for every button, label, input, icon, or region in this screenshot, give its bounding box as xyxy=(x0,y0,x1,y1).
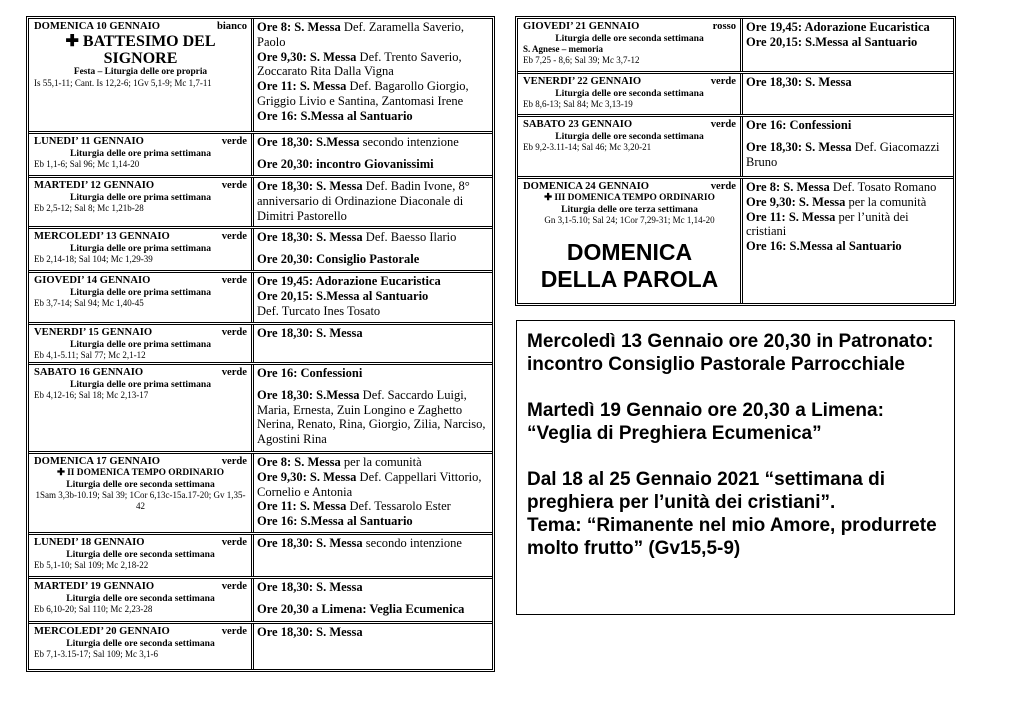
mass-line xyxy=(746,20,951,35)
mass-line xyxy=(257,304,490,319)
left-schedule-table xyxy=(26,16,495,672)
liturgical-color: bianco xyxy=(216,21,247,32)
notice-council: Mercoledì 13 Gennaio ore 20,30 in Patronato: incontro Consiglio Pastorale Parrocchiale xyxy=(527,331,934,375)
notice-box xyxy=(516,320,955,615)
mass-line xyxy=(746,75,951,90)
mass-time: Ore 16: Confessioni xyxy=(257,366,363,380)
mass-title: S. Messa xyxy=(294,455,341,469)
day-row-7 xyxy=(29,454,492,535)
day-row-14 xyxy=(518,179,953,303)
liturgy-note: Liturgia delle ore seconda settimana xyxy=(66,479,215,490)
day-label: DOMENICA 10 GENNAIO xyxy=(34,21,160,32)
day-label: LUNEDI’ 11 GENNAIO xyxy=(34,136,144,147)
mass-intention: per la comunità xyxy=(845,194,927,209)
mass-line xyxy=(257,50,490,80)
mass-time: Ore 18,30: xyxy=(257,230,314,244)
mass-line xyxy=(746,239,951,254)
notice-unity-week xyxy=(527,468,948,560)
masses xyxy=(743,74,953,114)
mass-intention: secondo intenzione xyxy=(359,135,459,149)
readings: Eb 8,6-13; Sal 84; Mc 3,13-19 xyxy=(523,99,633,109)
liturgical-color: rosso xyxy=(712,21,736,32)
liturgical-color: verde xyxy=(221,626,247,637)
day-label: DOMENICA 17 GENNAIO xyxy=(34,456,160,467)
day-label: SABATO 23 GENNAIO xyxy=(523,119,633,130)
liturgy-note: Liturgia delle ore terza settimana xyxy=(561,204,698,215)
mass-intention: secondo intenzione xyxy=(362,536,462,550)
mass-line xyxy=(257,536,490,551)
mass-line xyxy=(257,470,490,500)
mass-line xyxy=(257,230,490,245)
mass-title: S. Messa xyxy=(316,179,363,193)
mass-title: S. Messa xyxy=(309,49,357,64)
masses xyxy=(254,624,492,669)
liturgical-color: verde xyxy=(710,76,736,87)
mass-title: S.Messa al Santuario xyxy=(300,108,413,123)
mass-line xyxy=(257,289,490,304)
mass-time: Ore 18,30: xyxy=(257,179,314,193)
masses xyxy=(254,19,492,131)
right-schedule-table xyxy=(515,16,956,306)
masses xyxy=(743,117,953,176)
day-row-10 xyxy=(29,624,492,669)
mass-line xyxy=(257,326,490,341)
mass-time: Ore 18,30: S. Messa xyxy=(257,326,363,340)
mass-title: S. Messa xyxy=(316,536,363,550)
memorial-note: S. Agnese – memoria xyxy=(523,44,603,54)
readings: Eb 6,10-20; Sal 110; Mc 2,23-28 xyxy=(34,604,153,614)
mass-line xyxy=(257,20,490,50)
mass-line xyxy=(257,109,490,124)
readings: Eb 2,14-18; Sal 104; Mc 1,29-39 xyxy=(34,254,153,264)
day-label: MARTEDI’ 19 GENNAIO xyxy=(34,581,155,592)
mass-line xyxy=(257,455,490,470)
mass-line xyxy=(257,135,490,150)
mass-time: Ore 20,15: S.Messa al Santuario xyxy=(257,288,429,303)
mass-title: S. Messa xyxy=(309,469,357,484)
mass-time: Ore 8: xyxy=(257,455,292,469)
liturgical-color: verde xyxy=(221,180,247,191)
day-row-12 xyxy=(518,74,953,117)
mass-line xyxy=(257,625,490,640)
day-label: MARTEDI’ 12 GENNAIO xyxy=(34,180,155,191)
readings: Eb 2,5-12; Sal 8; Mc 1,21b-28 xyxy=(34,203,144,213)
mass-time: Ore 20,30: Consiglio Pastorale xyxy=(257,251,420,266)
liturgy-note: Liturgia delle ore prima settimana xyxy=(69,287,212,298)
mass-title: S. Messa xyxy=(294,20,341,34)
liturgical-color: verde xyxy=(221,581,247,592)
mass-time: Ore 16: Confessioni xyxy=(746,118,852,132)
masses xyxy=(254,134,492,175)
mass-line xyxy=(257,388,490,447)
readings: Eb 4,1-5.11; Sal 77; Mc 2,1-12 xyxy=(34,350,146,360)
readings: Is 55,1-11; Cant. Is 12,2-6; 1Gv 5,1-9; Mc 1,7-11 xyxy=(34,78,212,88)
liturgical-color: verde xyxy=(221,327,247,338)
mass-title: S.Messa xyxy=(316,135,360,149)
mass-time: Ore 16: xyxy=(257,108,298,123)
mass-time: Ore 18,30: xyxy=(257,135,314,149)
liturgical-color: verde xyxy=(221,275,247,286)
mass-line xyxy=(257,602,490,617)
day-row-5 xyxy=(29,325,492,365)
feast-title-2: SIGNORE xyxy=(103,50,178,67)
masses xyxy=(254,579,492,621)
day-row-9 xyxy=(29,579,492,624)
mass-intention: Def. Saccardo Luigi, Maria, Ernesta, Zuin Longino e Zaghetto Nerina, Renato, Rina, Giorgio, Zilia, Narciso, Agostini Rina xyxy=(257,387,486,447)
mass-title: S.Messa al Santuario xyxy=(789,239,902,254)
mass-intention: Def. Zaramella Saverio, Paolo xyxy=(257,20,465,49)
mass-line xyxy=(746,195,951,210)
day-label: VENERDI’ 22 GENNAIO xyxy=(523,76,642,87)
mass-time: Ore 11: xyxy=(257,499,297,514)
masses xyxy=(254,365,492,451)
readings: Eb 1,1-6; Sal 96; Mc 1,14-20 xyxy=(34,159,140,169)
notice-vigil xyxy=(527,399,948,445)
day-label: MERCOLEDI’ 20 GENNAIO xyxy=(34,626,170,637)
parola-line-1: DOMENICA xyxy=(566,239,693,265)
mass-time: Ore 19,45: Adorazione Eucaristica xyxy=(257,274,441,288)
notice-vigil-line1: Martedì 19 Gennaio ore 20,30 a Limena: xyxy=(527,400,884,421)
day-label: GIOVEDI’ 14 GENNAIO xyxy=(34,275,151,286)
mass-time: Ore 8: xyxy=(257,20,292,34)
mass-time: Ore 16: xyxy=(257,514,298,529)
mass-title: S.Messa al Santuario xyxy=(300,514,413,529)
masses xyxy=(254,273,492,322)
mass-time: Ore 18,30: xyxy=(257,387,314,402)
readings: Eb 7,1-3.15-17; Sal 109; Mc 3,1-6 xyxy=(34,649,158,659)
liturgy-note: Liturgia delle ore prima settimana xyxy=(69,192,212,203)
mass-time: Ore 18,30: xyxy=(746,139,803,154)
day-label: DOMENICA 24 GENNAIO xyxy=(523,181,649,192)
mass-intention: Def. Badin Ivone, 8° anniversario di Ordinazione Diaconale di Dimitri Pastorello xyxy=(257,179,470,223)
mass-intention: Def. Baesso Ilario xyxy=(362,230,457,244)
mass-title: S. Messa xyxy=(798,194,846,209)
day-row-2 xyxy=(29,178,492,229)
mass-line xyxy=(746,210,951,240)
readings: Gn 3,1-5.10; Sal 24; 1Cor 7,29-31; Mc 1,14-20 xyxy=(544,215,715,225)
mass-line xyxy=(257,79,490,109)
notice-vigil-line2: “Veglia di Preghiera Ecumenica” xyxy=(527,423,822,444)
feast-note: ✚ II DOMENICA TEMPO ORDINARIO xyxy=(56,468,225,478)
mass-line xyxy=(257,366,490,381)
liturgical-color: verde xyxy=(221,231,247,242)
mass-line xyxy=(746,140,951,170)
day-label: GIOVEDI’ 21 GENNAIO xyxy=(523,21,640,32)
mass-line xyxy=(746,35,951,50)
day-row-8 xyxy=(29,535,492,579)
liturgy-note: Liturgia delle ore seconda settimana xyxy=(66,549,215,560)
masses xyxy=(254,325,492,362)
feast-note: Festa – Liturgia delle ore propria xyxy=(73,67,208,77)
masses xyxy=(254,178,492,226)
mass-intention: Def. Tessarolo Ester xyxy=(346,499,451,514)
mass-title: S. Messa xyxy=(316,230,363,244)
liturgical-color: verde xyxy=(221,537,247,548)
mass-intention: per l’unità dei cristiani xyxy=(746,209,909,239)
mass-title: S. Messa xyxy=(788,209,836,224)
feast-note: ✚ III DOMENICA TEMPO ORDINARIO xyxy=(544,193,715,203)
liturgy-note: Liturgia delle ore seconda settimana xyxy=(66,593,215,604)
liturgical-color: verde xyxy=(221,136,247,147)
liturgy-note: Liturgia delle ore prima settimana xyxy=(69,339,212,350)
mass-time: Ore 9,30: xyxy=(257,49,307,64)
mass-time: Ore 11: xyxy=(746,209,786,224)
day-row-0 xyxy=(29,19,492,134)
mass-time: Ore 18,30: xyxy=(257,536,314,550)
day-row-3 xyxy=(29,229,492,273)
mass-time: Ore 16: xyxy=(746,239,787,254)
mass-time: Ore 20,30: incontro Giovanissimi xyxy=(257,156,434,171)
liturgical-color: verde xyxy=(221,456,247,467)
liturgical-color: verde xyxy=(221,367,247,378)
parola-title xyxy=(523,239,736,293)
mass-line xyxy=(257,179,490,223)
mass-time: Ore 9,30: xyxy=(746,194,796,209)
day-row-6 xyxy=(29,365,492,454)
mass-time: Ore 11: xyxy=(257,79,297,94)
parola-line-2: DELLA PAROLA xyxy=(540,266,719,292)
feast-title: ✚ BATTESIMO DEL xyxy=(65,33,216,50)
liturgy-note: Liturgia delle ore seconda settimana xyxy=(555,88,704,99)
liturgy-note: Liturgia delle ore seconda settimana xyxy=(555,33,704,44)
masses xyxy=(254,229,492,270)
masses xyxy=(254,535,492,576)
liturgy-note: Liturgia delle ore seconda settimana xyxy=(555,131,704,142)
mass-line xyxy=(257,157,490,172)
day-row-4 xyxy=(29,273,492,325)
mass-line xyxy=(257,252,490,267)
mass-intention: per la comunità xyxy=(340,455,422,469)
mass-title: S. Messa xyxy=(783,180,830,194)
mass-intention: Def. Trento Saverio, Zoccarato Rita Dalla Vigna xyxy=(257,49,462,79)
mass-time: Ore 19,45: Adorazione Eucaristica xyxy=(746,20,930,34)
mass-line xyxy=(746,118,951,133)
masses xyxy=(743,179,953,303)
mass-time: Ore 18,30: S. Messa xyxy=(257,625,363,639)
readings: Eb 5,1-10; Sal 109; Mc 2,18-22 xyxy=(34,560,149,570)
liturgy-note: Liturgia delle ore prima settimana xyxy=(69,243,212,254)
readings: 1Sam 3,3b-10.19; Sal 39; 1Cor 6,13c-15a.17-20; Gv 1,35-42 xyxy=(35,490,246,511)
readings: Eb 3,7-14; Sal 94; Mc 1,40-45 xyxy=(34,298,144,308)
mass-time: Ore 20,15: S.Messa al Santuario xyxy=(746,34,918,49)
mass-time: Ore 20,30 a Limena: Veglia Ecumenica xyxy=(257,601,465,616)
mass-line xyxy=(257,514,490,529)
mass-time: Ore 18,30: S. Messa xyxy=(746,75,852,89)
liturgical-color: verde xyxy=(710,119,736,130)
mass-intention: Def. Cappellari Vittorio, Cornelio e Antonia xyxy=(257,469,482,499)
day-row-1 xyxy=(29,134,492,178)
day-row-13 xyxy=(518,117,953,179)
day-label: SABATO 16 GENNAIO xyxy=(34,367,144,378)
mass-intention: Def. Tosato Romano xyxy=(829,180,937,194)
masses xyxy=(254,454,492,532)
mass-intention: Def. Bagarollo Giorgio, Griggio Livio e Santina, Zantomasi Irene xyxy=(257,79,469,108)
day-label: LUNEDI’ 18 GENNAIO xyxy=(34,537,145,548)
mass-time: Ore 8: xyxy=(746,180,781,194)
liturgy-note: Liturgia delle ore seconda settimana xyxy=(66,638,215,649)
liturgy-note: Liturgia delle ore prima settimana xyxy=(69,148,212,159)
readings: Eb 7,25 - 8,6; Sal 39; Mc 3,7-12 xyxy=(523,55,640,65)
liturgical-color: verde xyxy=(710,181,736,192)
mass-intention: Def. Giacomazzi Bruno xyxy=(746,139,940,169)
mass-title: S. Messa xyxy=(299,79,347,94)
day-label: VENERDI’ 15 GENNAIO xyxy=(34,327,153,338)
mass-time: Ore 18,30: S. Messa xyxy=(257,580,363,594)
mass-line xyxy=(257,499,490,514)
notice-unity-line2: Tema: “Rimanente nel mio Amore, produrrete molto frutto” (Gv15,5-9) xyxy=(527,515,937,559)
mass-line xyxy=(746,180,951,195)
masses xyxy=(743,19,953,71)
mass-intention: Def. Turcato Ines Tosato xyxy=(257,303,381,318)
day-row-11 xyxy=(518,19,953,74)
mass-title: S. Messa xyxy=(805,139,852,154)
notice-unity-line1: Dal 18 al 25 Gennaio 2021 “settimana di preghiera per l’unità dei cristiani”. xyxy=(527,469,885,513)
mass-time: Ore 9,30: xyxy=(257,469,307,484)
readings: Eb 4,12-16; Sal 18; Mc 2,13-17 xyxy=(34,390,149,400)
day-label: MERCOLEDI’ 13 GENNAIO xyxy=(34,231,170,242)
readings: Eb 9,2-3.11-14; Sal 46; Mc 3,20-21 xyxy=(523,142,652,152)
mass-line xyxy=(257,274,490,289)
liturgy-note: Liturgia delle ore prima settimana xyxy=(69,379,212,390)
mass-title: S. Messa xyxy=(299,499,347,514)
mass-line xyxy=(257,580,490,595)
mass-title: S.Messa xyxy=(316,387,360,402)
